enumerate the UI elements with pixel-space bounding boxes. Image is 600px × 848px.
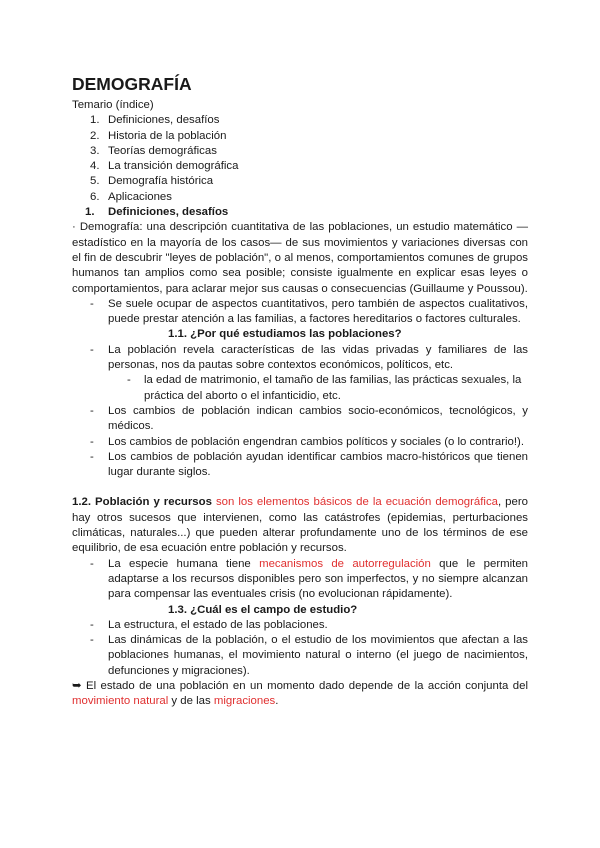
highlight-text: mecanismos de autorregulación bbox=[259, 557, 431, 570]
toc-item: 4. La transición demográfica bbox=[90, 160, 239, 173]
toc-item: 6. Aplicaciones bbox=[90, 190, 172, 203]
section-1-2-bullet: - La especie humana tiene mecanismos de autorregulación que le permiten adaptarse a los recursos disponibles pero son imperfectos, y no siempre alcanzan para compensar las eventuales crisis (no evolucionan rápidamente). bbox=[72, 557, 528, 603]
highlight-text: migraciones bbox=[213, 695, 276, 708]
section-1-definition: · Demografía: una descripción cuantitativa de las poblaciones, un estudio matemático —estadístico en la mayoría de los casos— de sus movimientos y variaciones diversas con el fin de descubrir "leyes de población", o al menos, comportamientos comunes de grupos humanos tan amplios como sea posible; consiste igualmente en explicar esas leyes o comportamientos, para aclarar mejor sus causas o consecuencias (Guillaume y Poussou). bbox=[72, 221, 528, 295]
section-1-1-bullet: - La población revela características de las vidas privadas y familiares de las personas, nos da pautas sobre contextos económicos, políticos, etc. bbox=[72, 343, 528, 374]
section-1-2-paragraph: 1.2. Población y recursos son los elementos básicos de la ecuación demográfica, pero hay otros sucesos que intervienen, como las catástrofes (epidemias, perturbaciones climáticas, naturales...) que pueden alterar profundamente uno de los términos de ese equilibrio, de esa ecuación entre población y recursos. bbox=[72, 496, 528, 555]
section-1-1-bullet: - Los cambios de población indican cambios socio-económicos, tecnológicos, y médicos. bbox=[72, 404, 528, 435]
section-1-3-heading: 1.3. ¿Cuál es el campo de estudio? bbox=[168, 603, 358, 616]
section-1-3-bullet: - La estructura, el estado de las poblaciones. bbox=[72, 618, 528, 633]
document-body bbox=[72, 73, 528, 710]
conclusion-paragraph: ➥ El estado de una población en un momento dado depende de la acción conjunta del movimiento natural y de las migraciones. bbox=[72, 679, 528, 708]
toc-item: 2. Historia de la población bbox=[90, 129, 227, 142]
section-1-1-bullet: - Los cambios de población engendran cambios políticos y sociales (o lo contrario!). bbox=[72, 435, 528, 450]
highlight-text: son los elementos básicos de la ecuación demográfica bbox=[215, 496, 498, 509]
toc-item: 1. Definiciones, desafíos bbox=[90, 114, 220, 127]
section-1-bullet: - Se suele ocupar de aspectos cuantitativos, pero también de aspectos cualitativos, puede prestar atención a las familias, a factores hereditarios o factores culturales. bbox=[72, 297, 528, 328]
document-title: DEMOGRAFÍA bbox=[72, 74, 192, 94]
section-1-1-bullet: - Los cambios de población ayudan identificar cambios macro-históricos que tienen lugar durante siglos. bbox=[72, 450, 528, 481]
toc-item: 5. Demografía histórica bbox=[90, 175, 214, 188]
section-1-3-bullet: - Las dinámicas de la población, o el estudio de los movimientos que afectan a las poblaciones humanas, el movimiento natural o interno (el juego de nacimientos, defunciones y migraciones). bbox=[72, 633, 528, 679]
spacer bbox=[72, 480, 528, 495]
toc-heading: Temario (índice) bbox=[72, 99, 154, 111]
section-1-heading: 1. Definiciones, desafíos bbox=[85, 206, 229, 219]
section-1-1-heading: 1.1. ¿Por qué estudiamos las poblaciones? bbox=[168, 328, 402, 341]
section-1-2-heading: 1.2. Población y recursos bbox=[72, 496, 212, 509]
toc-list bbox=[72, 113, 528, 205]
section-1-1-subbullet: - la edad de matrimonio, el tamaño de las familias, las prácticas sexuales, la práctica del aborto o el infanticidio, etc. bbox=[72, 373, 528, 404]
highlight-text: movimiento natural bbox=[72, 695, 169, 708]
toc-item: 3. Teorías demográficas bbox=[90, 144, 217, 157]
